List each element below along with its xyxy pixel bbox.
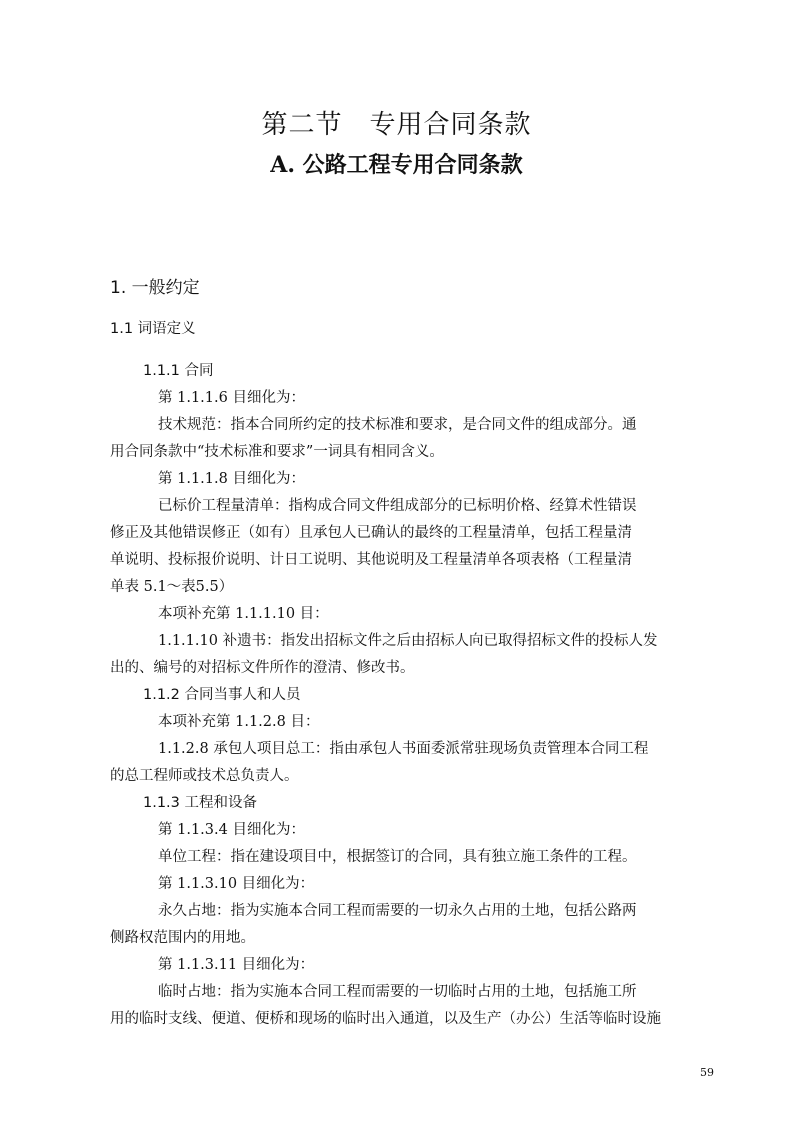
paragraph-line: 第 1.1.1.6 目细化为： <box>158 390 305 406</box>
paragraph-line: 单位工程：指在建设项目中，根据签订的合同，具有独立施工条件的工程。 <box>158 849 637 865</box>
paragraph-line: 永久占地：指为实施本合同工程而需要的一切永久占用的土地，包括公路两 <box>158 903 637 919</box>
paragraph-line: 1.1.2.8 承包人项目总工：指由承包人书面委派常驻现场负责管理本合同工程 <box>158 741 649 757</box>
paragraph-line: 临时占地：指为实施本合同工程而需要的一切临时占用的土地，包括施工所 <box>158 984 637 1000</box>
page-number: 59 <box>700 1066 714 1079</box>
paragraph-line: 用合同条款中“技术标准和要求”一词具有相同含义。 <box>110 444 444 460</box>
clause-body <box>110 358 688 1033</box>
paragraph-line: 技术规范：指本合同所约定的技术标准和要求，是合同文件的组成部分。通 <box>158 417 637 433</box>
paragraph-line: 1.1.1.10 补遗书：指发出招标文件之后由招标人向已取得招标文件的投标人发 <box>158 633 658 649</box>
paragraph-line: 本项补充第 1.1.2.8 目： <box>158 714 320 730</box>
paragraph-line: 第 1.1.1.8 目细化为： <box>158 471 305 487</box>
subheading-works-equipment: 1.1.3 工程和设备 <box>143 795 258 811</box>
heading-general-provisions: 1. 一般约定 <box>110 278 200 298</box>
paragraph-line: 单说明、投标报价说明、计日工说明、其他说明及工程量清单各项表格（工程量清 <box>110 552 632 568</box>
paragraph-line: 第 1.1.3.4 目细化为： <box>158 822 305 838</box>
section-title: 第二节 专用合同条款 <box>261 110 532 140</box>
paragraph-line: 本项补充第 1.1.1.10 目： <box>158 606 329 622</box>
paragraph-line: 出的、编号的对招标文件所作的澄清、修改书。 <box>110 660 415 676</box>
paragraph-line: 已标价工程量清单：指构成合同文件组成部分的已标明价格、经算术性错误 <box>158 498 637 514</box>
heading-term-definitions: 1.1 词语定义 <box>110 321 196 337</box>
paragraph-line: 侧路权范围内的用地。 <box>110 930 255 946</box>
section-subtitle: A. 公路工程专用合同条款 <box>270 152 523 178</box>
paragraph-line: 第 1.1.3.11 目细化为： <box>158 957 315 973</box>
subheading-contract: 1.1.1 合同 <box>143 363 214 379</box>
subheading-parties: 1.1.2 合同当事人和人员 <box>143 687 301 703</box>
paragraph-line: 用的临时支线、便道、便桥和现场的临时出入通道，以及生产（办公）生活等临时设施 <box>110 1011 661 1027</box>
paragraph-line: 的总工程师或技术总负责人。 <box>110 768 299 784</box>
paragraph-line: 第 1.1.3.10 目细化为： <box>158 876 315 892</box>
paragraph-line: 单表 5.1～表5.5） <box>110 579 234 595</box>
paragraph-line: 修正及其他错误修正（如有）且承包人已确认的最终的工程量清单，包括工程量清 <box>110 525 632 541</box>
